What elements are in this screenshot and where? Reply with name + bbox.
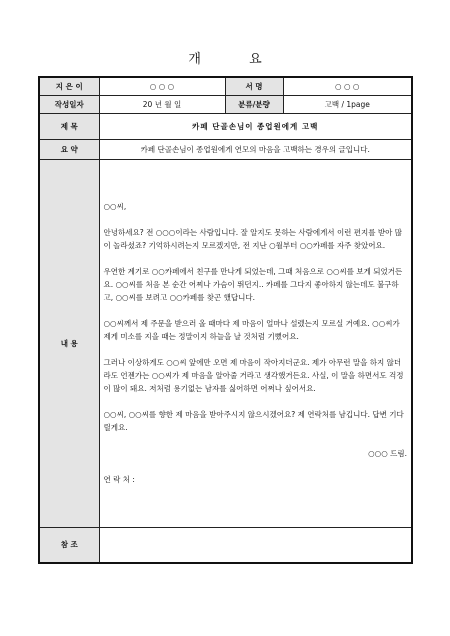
category-label: 분류/분량: [225, 95, 283, 113]
reference-value: [99, 527, 412, 563]
letter-paragraph: 우연한 계기로 ○○카페에서 친구를 만나게 되었는데, 그때 처음으로 ○○씨를 보게 되었거든요. ○○씨를 처음 본 순간 어찌나 가슴이 뛰던지.. 카페를 그다지 좋아하지 않는데도 불구하고, ○○씨를 보려고 ○○카페를 찾곤 했답니다.: [103, 267, 403, 302]
letter-greeting: ○○씨,: [103, 202, 127, 211]
document-title: 개 요: [188, 52, 284, 67]
letter-contact: 연 락 처 :: [103, 475, 135, 484]
content-label: 내 용: [39, 159, 99, 527]
letter-paragraph: 그러나 이상하게도 ○○씨 앞에만 오면 제 마음이 작아지더군요. 제가 아무런 말을 하지 않더라도 언젠가는 ○○씨가 제 마음을 알아줄 거라고 생각했거든요. 사실, 이 말을 하면서도 걱정이 많이 돼요. 저처럼 용기없는 남자를 싫어하면 어쩌나 싶어서요.: [103, 358, 404, 393]
category-value: 고백 / 1page: [283, 95, 412, 113]
reference-label: 참 조: [39, 527, 99, 563]
signature-value: ○ ○ ○: [283, 77, 412, 95]
author-value: ○ ○ ○: [99, 77, 225, 95]
date-value: 20 년 월 일: [99, 95, 225, 113]
letter-signature: ○○○ 드림.: [368, 449, 407, 458]
subject-value: 카페 단골손님이 종업원에게 고백: [99, 113, 412, 139]
summary-label: 요 약: [39, 139, 99, 159]
letter-paragraph: 안녕하세요? 전 ○○○이라는 사람입니다. 잘 알지도 못하는 사람에게서 이런 편지를 받아 많이 놀라셨죠? 기억하시려는지 모르겠지만, 전 지난 ○월부터 ○○카페를 자주 찾았어요.: [103, 228, 403, 250]
subject-label: 제 목: [39, 113, 99, 139]
summary-form-table: [38, 76, 413, 564]
letter-paragraph: ○○씨, ○○씨를 향한 제 마음을 받아주시지 않으시겠어요? 제 연락처를 남깁니다. 답변 기다릴게요.: [103, 410, 404, 432]
signature-label: 서 명: [225, 77, 283, 95]
summary-value: 카페 단골손님이 종업원에게 연모의 마음을 고백하는 경우의 글입니다.: [99, 139, 412, 159]
author-label: 지 은 이: [39, 77, 99, 95]
letter-body: [99, 159, 412, 527]
letter-paragraph: ○○씨께서 제 주문을 받으러 올 때마다 제 마음이 얼마나 설렜는지 모르실 거예요. ○○씨가 제게 미소를 지을 때는 정말이지 하늘을 날 것처럼 기뻤어요.: [103, 319, 400, 341]
date-label: 작성일자: [39, 95, 99, 113]
